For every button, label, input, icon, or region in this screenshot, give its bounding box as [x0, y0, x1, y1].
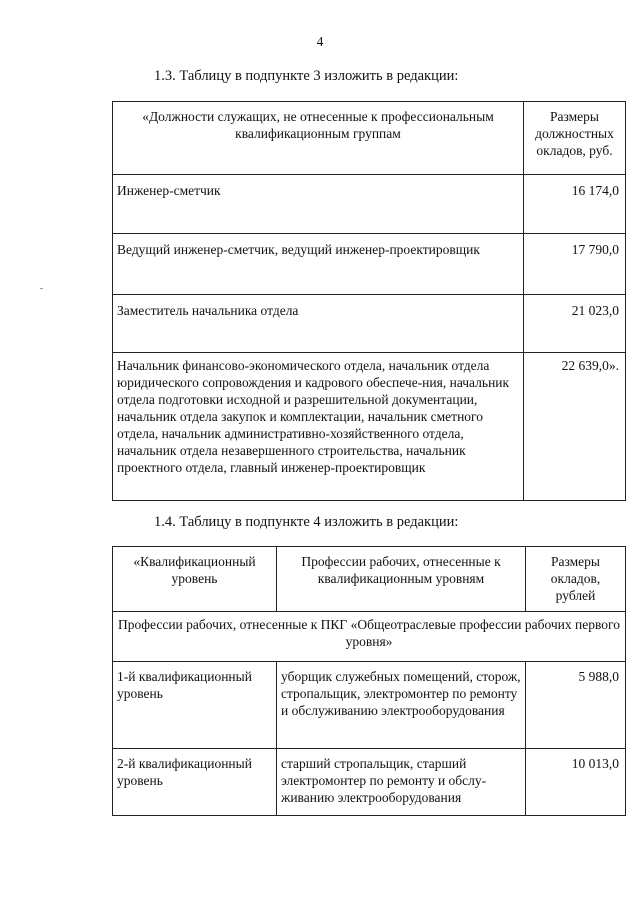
- header-salary: Размеры должностных окладов, руб.: [524, 102, 626, 175]
- table-header-row: [113, 547, 626, 612]
- salary-cell: 17 790,0: [524, 234, 626, 295]
- workers-salary-table: [112, 546, 626, 816]
- table-row: [113, 234, 626, 295]
- header-positions: «Должности служащих, не отнесенные к профессиональным квалификационным группам: [113, 102, 524, 175]
- instruction-1-4: 1.4. Таблицу в подпункте 4 изложить в редакции:: [154, 514, 459, 530]
- salary-cell: 21 023,0: [524, 295, 626, 353]
- header-professions: Профессии рабочих, отнесенные к квалификационным уровням: [277, 547, 526, 612]
- table-row: [113, 175, 626, 234]
- salary-cell: 5 988,0: [526, 662, 626, 749]
- salary-cell: 10 013,0: [526, 749, 626, 816]
- position-cell: Заместитель начальника отдела: [113, 295, 524, 353]
- positions-salary-table: [112, 101, 626, 501]
- position-cell: Ведущий инженер-сметчик, ведущий инженер-проектировщик: [113, 234, 524, 295]
- instruction-1-3: 1.3. Таблицу в подпункте 3 изложить в редакции:: [154, 68, 459, 84]
- group-title: Профессии рабочих, отнесенные к ПКГ «Общеотраслевые профессии рабочих первого уровня»: [113, 612, 626, 662]
- professions-cell: старший стропальщик, старший электромонтер по ремонту и обслу-живанию электрооборудования: [277, 749, 526, 816]
- header-level: «Квалификационный уровень: [113, 547, 277, 612]
- position-cell: Начальник финансово-экономического отдела, начальник отдела юридического сопровождения и кадрового обеспече-ния, начальник отдела подготовки исходной и разрешительной документации, начальник отдела закупок и комплектации, начальник сметного отдела, начальник административно-хозяйственного отдела, начальник отдела незавершенного строительства, начальник проектного отдела, главный инженер-проектировщик: [113, 353, 524, 501]
- level-cell: 1-й квалификационный уровень: [113, 662, 277, 749]
- position-cell: Инженер-сметчик: [113, 175, 524, 234]
- level-cell: 2-й квалификационный уровень: [113, 749, 277, 816]
- professions-cell: уборщик служебных помещений, сторож, стропальщик, электромонтер по ремонту и обслуживанию электрооборудования: [277, 662, 526, 749]
- page-number: 4: [316, 34, 324, 49]
- table-row: [113, 749, 626, 816]
- header-salary: Размеры окладов, рублей: [526, 547, 626, 612]
- table-row: [113, 295, 626, 353]
- group-title-row: [113, 612, 626, 662]
- salary-cell: 16 174,0: [524, 175, 626, 234]
- salary-cell: 22 639,0».: [524, 353, 626, 501]
- table-header-row: [113, 102, 626, 175]
- table-row: [113, 353, 626, 501]
- margin-mark: [40, 288, 43, 289]
- table-row: [113, 662, 626, 749]
